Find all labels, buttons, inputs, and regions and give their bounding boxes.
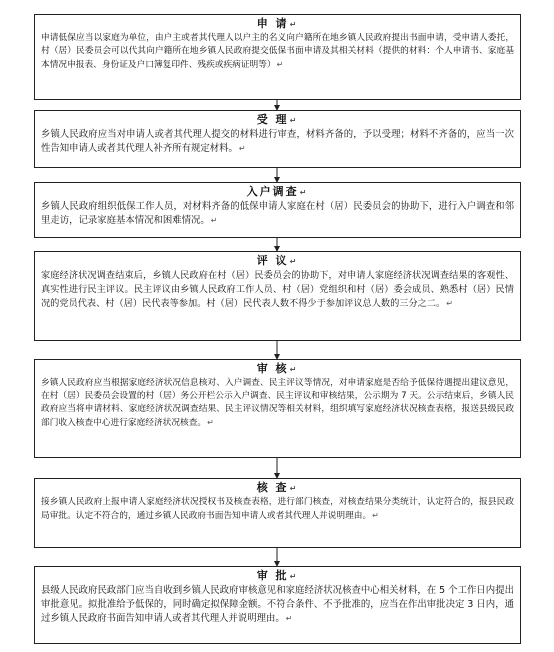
step-survey-body: 乡镇人民政府组织低保工作人员，对材料齐备的低保申请人家庭在村（居）民委员会的协助下，进行入户调查和邻里走访，记录家庭基本情况和困难情况。↵ bbox=[41, 201, 514, 226]
step-apply-title: 申 请↵ bbox=[256, 17, 299, 30]
step-apply-box bbox=[34, 14, 521, 100]
step-verify-title: 核 查↵ bbox=[256, 481, 299, 494]
step-approve-title: 审 批↵ bbox=[256, 569, 299, 582]
step-apply-body: 申请低保应当以家庭为单位，由户主或者其代理人以户主的名义向户籍所在地乡镇人民政府提出书面申请，受申请人委托，村（居）民委员会可以代其向户籍所在地乡镇人民政府提交低保书面申请及其相关材料（提供的材料：个人申请书、家庭基本情况申报表、身份证及户口簿复印件、残疾或疾病证明等）↵ bbox=[41, 33, 514, 70]
step-approve-body: 县级人民政府民政部门应当自收到乡镇人民政府审核意见和家庭经济状况核查中心相关材料，在 5 个工作日内提出审批意见。拟批准给予低保的，同时确定拟保障金额。不符合条件、不予批准的，应当在作出审批决定 3 日内，通过乡镇人民政府书面告知申请人或者其代理人并说明理由。↵ bbox=[41, 585, 514, 624]
step-accept-title: 受 理↵ bbox=[256, 113, 299, 126]
step-audit-title: 审 核↵ bbox=[256, 362, 299, 375]
step-review-body: 家庭经济状况调查结束后，乡镇人民政府在村（居）民委员会的协助下，对申请人家庭经济状况调查结果的客观性、真实性进行民主评议。民主评议由乡镇人民政府工作人员、村（居）党组织和村（居）委会成员、熟悉村（居）民情况的党员代表、村（居）民代表等参加。村（居）民代表人数不得少于参加评议总人数的三分之二。↵ bbox=[41, 270, 514, 309]
step-review-box bbox=[34, 251, 521, 341]
step-accept-body: 乡镇人民政府应当对申请人或者其代理人提交的材料进行审查，材料齐备的，予以受理；材料不齐备的，应当一次性告知申请人或者其代理人补齐所有规定材料。↵ bbox=[41, 129, 514, 154]
step-audit-body: 乡镇人民政府应当根据家庭经济状况信息核对、入户调查、民主评议等情况，对申请家庭是否给予低保待遇提出建议意见，在村（居）民委员会设置的村（居）务公开栏公示入户调查、民主评议和审核结果，公示期为 7 天。公示结束后，乡镇人民政府应当将申请材料、家庭经济状况调查结果、民主评议情况等相关材料，组织填写家庭经济状况核查表格，报送县级民政部门收入核查中心进行家庭经济状况核查。↵ bbox=[41, 378, 514, 428]
step-verify-body: 接乡镇人民政府上报申请人家庭经济状况授权书及核查表格，进行部门核查，对核查结果分类统计，认定符合的，报县民政局审批。认定不符合的，通过乡镇人民政府书面告知申请人或者其代理人并说明理由。↵ bbox=[41, 497, 514, 521]
step-survey-box bbox=[34, 182, 521, 238]
step-verify-box bbox=[34, 478, 521, 548]
step-survey-title: 入户调查↵ bbox=[246, 185, 309, 198]
step-audit-box bbox=[34, 359, 521, 458]
step-accept-box bbox=[34, 110, 521, 168]
step-review-title: 评 议↵ bbox=[256, 254, 299, 267]
step-approve-box bbox=[34, 566, 521, 644]
